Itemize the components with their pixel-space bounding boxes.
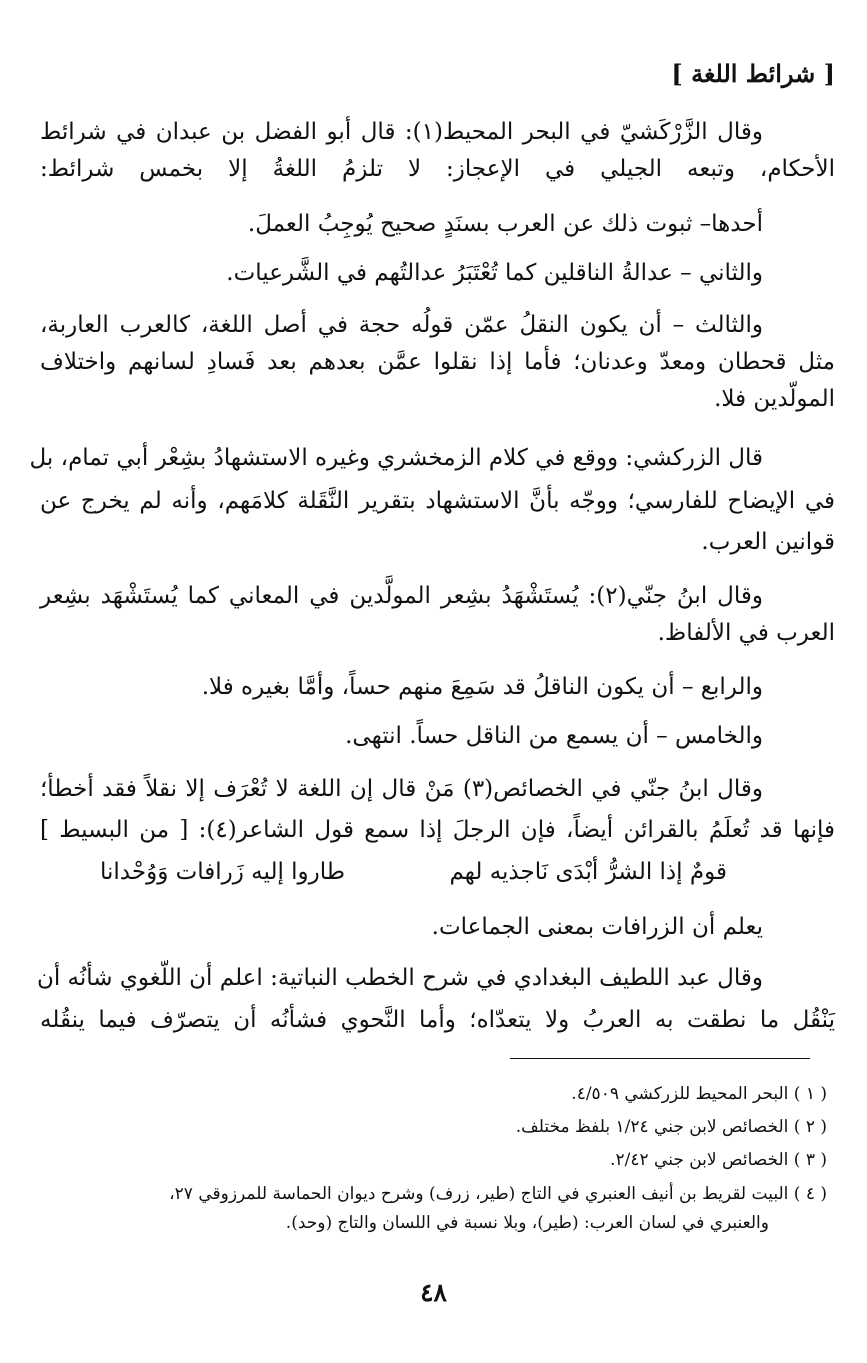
- paragraph-line: وقال عبد اللطيف البغدادي في شرح الخطب النباتية: اعلم أن اللّغوي شأنُه أن: [36, 965, 763, 991]
- footnote-1: ( ١ ) البحر المحيط للزركشي ٤/٥٠٩.: [571, 1084, 827, 1104]
- footnote-3: ( ٣ ) الخصائص لابن جني ٢/٤٢.: [610, 1150, 827, 1170]
- paragraph-line: والخامس – أن يسمع من الناقل حساً. انتهى.: [345, 723, 763, 749]
- paragraph-line: المولّدين فلا.: [714, 386, 835, 412]
- paragraph-line: أحدها– ثبوت ذلك عن العرب بسنَدٍ صحيح يُوجِبُ العملَ.: [247, 211, 763, 237]
- verse-first-hemistich: قومٌ إذا الشرُّ أبْدَى نَاجذيه لهم: [449, 859, 727, 885]
- paragraph-line: قال الزركشي: ووقع في كلام الزمخشري وغيره الاستشهادُ بشِعْر أبي تمام، بل: [29, 445, 763, 471]
- paragraph-line: الأحكام، وتبعه الجيلي في الإعجاز: لا تلزمُ اللغةُ إلا بخمس شرائط:: [40, 156, 835, 182]
- verse-second-hemistich: طاروا إليه زَرافات وَوُحْدانا: [100, 859, 346, 885]
- footnote-2: ( ٢ ) الخصائص لابن جني ١/٢٤ بلفظ مختلف.: [515, 1117, 827, 1137]
- paragraph-line: في الإيضاح للفارسي؛ ووجّه بأنَّ الاستشهاد بتقرير النَّقَلة كلامَهم، وأنه لم يخرج عن: [40, 488, 835, 514]
- paragraph-line: يعلم أن الزرافات بمعنى الجماعات.: [431, 914, 763, 940]
- paragraph-line: وقال الزَّرْكَشيّ في البحر المحيط(١): قال أبو الفضل بن عبدان في شرائط: [40, 119, 763, 145]
- paragraph-line: والثالث – أن يكون النقلُ عمّن قولُه حجة في أصل اللغة، كالعرب العاربة،: [40, 312, 763, 338]
- footnote-4: ( ٤ ) البيت لقريط بن أنيف العنبري في التاج (طير، زرف) وشرح ديوان الحماسة للمرزوقي ٢٧،: [169, 1184, 827, 1204]
- section-heading: [ شرائط اللغة ]: [671, 59, 835, 88]
- footnote-4-continued: والعنبري في لسان العرب: (طير)، وبلا نسبة في اللسان والتاج (وحد).: [285, 1213, 769, 1233]
- paragraph-line: فإنها قد تُعلَمُ بالقرائن أيضاً، فإن الرجلَ إذا سمع قول الشاعر(٤): [ من البسيط ]: [40, 817, 835, 843]
- paragraph-line: العرب في الألفاظ.: [657, 620, 835, 646]
- footnote-separator: [510, 1058, 810, 1059]
- paragraph-line: قوانين العرب.: [701, 529, 835, 555]
- paragraph-line: يَنْقُل ما نطقت به العربُ ولا يتعدّاه؛ وأما النَّحوي فشأنُه أن يتصرّف فيما ينقُله: [40, 1007, 835, 1033]
- paragraph-line: والرابع – أن يكون الناقلُ قد سَمِعَ منهم حساً، وأمَّا بغيره فلا.: [201, 674, 763, 700]
- paragraph-line: وقال ابنُ جنّي(٢): يُستَشْهَدُ بشِعر المولَّدين في المعاني كما يُستَشْهَد بشِعر: [40, 583, 764, 609]
- paragraph-line: مثل قحطان ومعدّ وعدنان؛ فأما إذا نقلوا عمَّن بعدهم بعد فَسادِ لسانهم واختلاف: [40, 349, 835, 375]
- paragraph-line: وقال ابنُ جنّي في الخصائص(٣) مَنْ قال إن اللغة لا تُعْرَف إلا نقلاً فقد أخطأ؛: [40, 776, 763, 802]
- paragraph-line: والثاني – عدالةُ الناقلين كما تُعْتَبَرُ عدالتُهم في الشَّرعيات.: [226, 260, 763, 286]
- page-number: ٤٨: [420, 1278, 447, 1307]
